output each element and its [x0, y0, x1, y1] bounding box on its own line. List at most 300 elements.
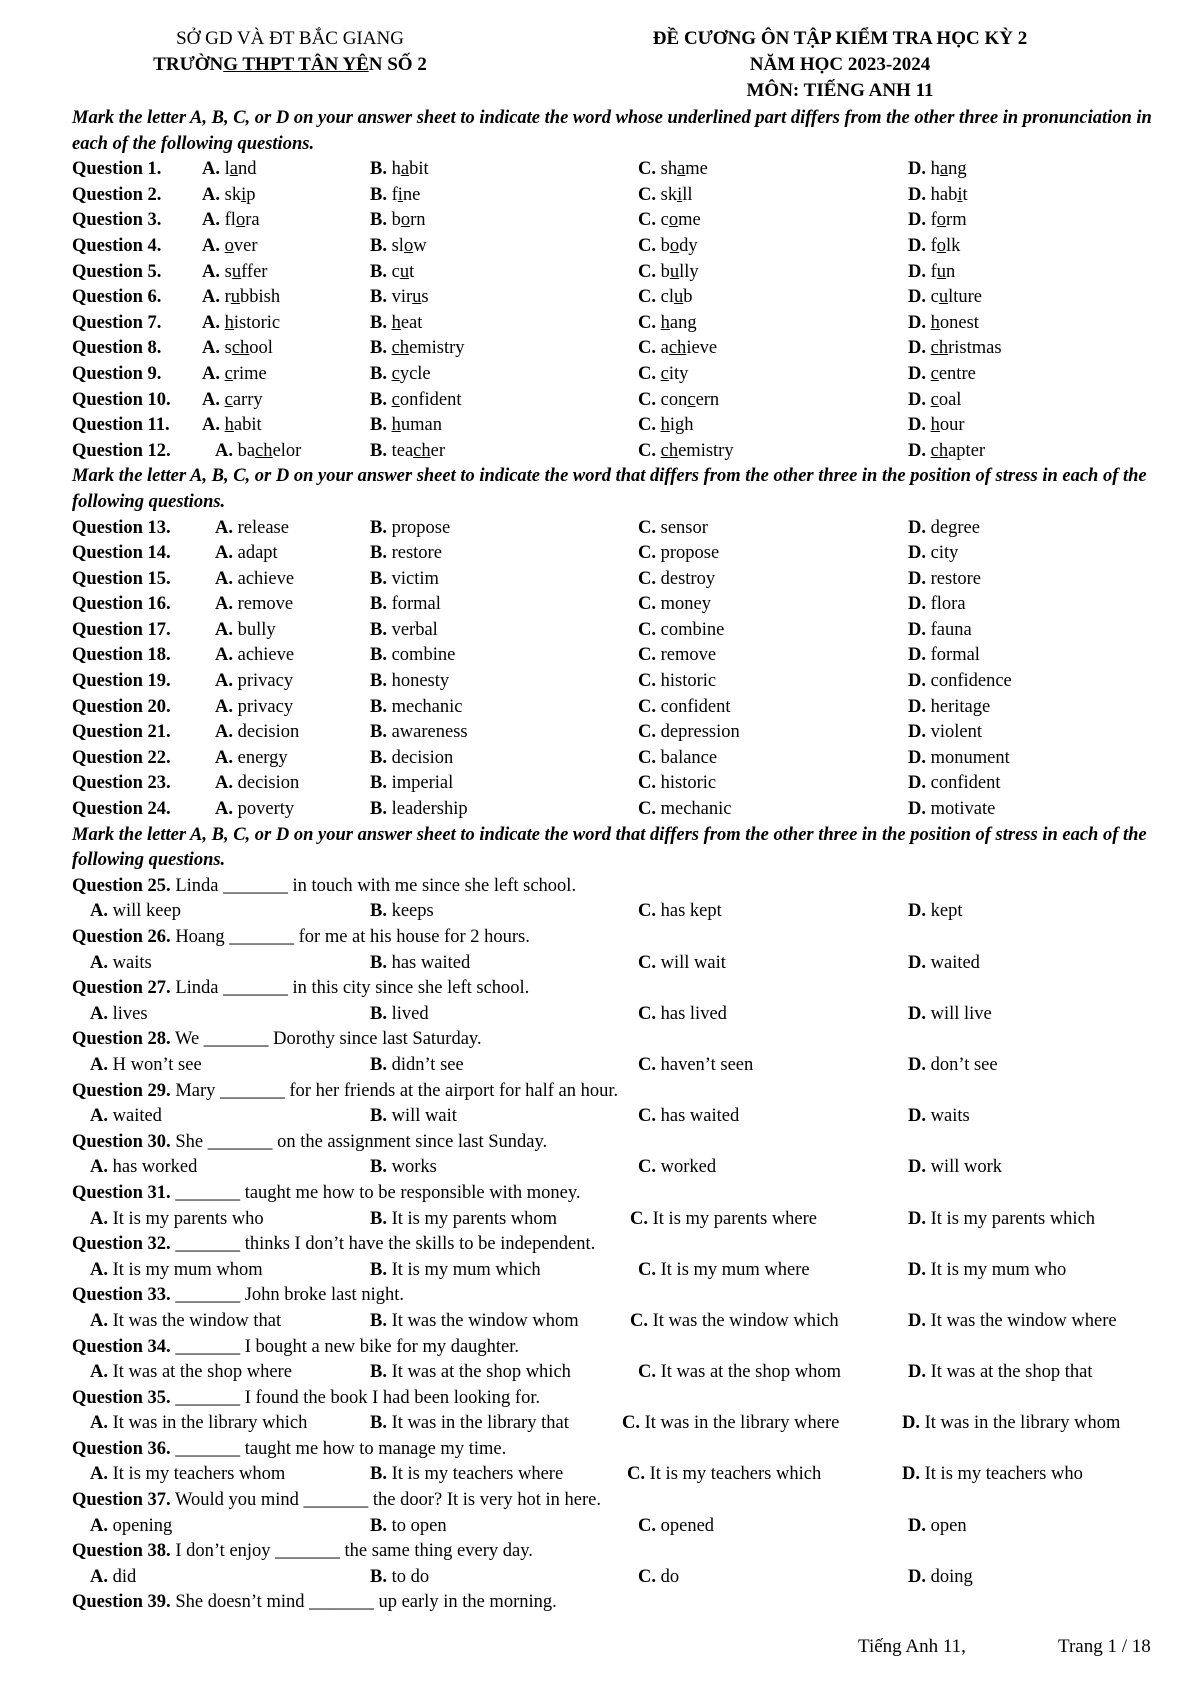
question-stem: Question 32. _______ thinks I don’t have the skills to be independent.	[72, 1234, 596, 1255]
option-d: D. coal	[908, 389, 962, 410]
section1-questions	[72, 157, 1182, 464]
option-d: D. hang	[908, 159, 967, 180]
option-letter: D.	[908, 1208, 931, 1229]
option-letter: C.	[622, 1413, 645, 1434]
question-stem: Question 33. _______ John broke last night.	[72, 1285, 404, 1306]
underlined-part: c	[224, 363, 233, 384]
question-row	[72, 720, 1182, 746]
option-c: C. concern	[638, 389, 720, 410]
option-letter: B.	[370, 389, 392, 410]
option-b: B. born	[370, 210, 426, 231]
option-c: C. It was in the library where	[622, 1413, 840, 1434]
school-name: TRƯỜNG THPT TÂN YÊN SỐ 2	[153, 54, 427, 75]
option-b: B. It was at the shop which	[370, 1362, 571, 1383]
option-a: A. flora	[202, 210, 260, 231]
question-label: Question 9.	[72, 363, 162, 384]
option-letter: D.	[908, 389, 931, 410]
option-a: A. rubbish	[202, 287, 281, 308]
option-c: C. It was at the shop whom	[638, 1362, 841, 1383]
option-letter: B.	[370, 1566, 392, 1587]
option-letter: A.	[90, 1413, 113, 1434]
option-d: D. motivate	[908, 799, 996, 820]
underlined-part: h	[930, 415, 940, 436]
question-label: Question 22.	[72, 747, 171, 768]
question-label: Question 10.	[72, 389, 171, 410]
option-d: D. doing	[908, 1566, 973, 1587]
option-a: A. did	[90, 1566, 137, 1587]
option-letter: A.	[90, 1003, 113, 1024]
question-label: Question 34.	[72, 1336, 171, 1357]
option-letter: A.	[90, 1464, 113, 1485]
option-b: B. human	[370, 415, 442, 436]
underlined-part: o	[936, 210, 947, 231]
underlined-part: h	[391, 415, 401, 436]
underlined-part: ch	[255, 440, 273, 461]
underlined-part: u	[938, 287, 949, 308]
option-c: C. has waited	[638, 1106, 740, 1127]
option-letter: B.	[370, 1259, 392, 1280]
question-row	[72, 157, 1182, 183]
option-d: D. restore	[908, 568, 981, 589]
question-row	[72, 183, 1182, 209]
option-a: A. adapt	[215, 543, 278, 564]
option-letter: C.	[638, 1054, 661, 1075]
option-letter: D.	[908, 1515, 931, 1536]
option-d: D. degree	[908, 517, 980, 538]
option-letter: C.	[638, 1515, 661, 1536]
option-b: B. chemistry	[370, 338, 465, 359]
option-c: C. combine	[638, 619, 725, 640]
option-letter: B.	[370, 312, 392, 333]
option-c: C. opened	[638, 1515, 715, 1536]
option-letter: C.	[638, 184, 661, 205]
underlined-part: u	[936, 261, 947, 282]
question-stem: Question 29. Mary _______ for her friends at the airport for half an hour.	[72, 1080, 619, 1101]
option-letter: B.	[370, 1413, 392, 1434]
question-label: Question 23.	[72, 773, 171, 794]
option-c: C. club	[638, 287, 693, 308]
option-d: D. form	[908, 210, 967, 231]
options-row	[72, 1411, 1182, 1437]
underlined-part: h	[224, 312, 234, 333]
option-letter: C.	[638, 440, 661, 461]
option-letter: A.	[215, 799, 238, 820]
question-label: Question 15.	[72, 568, 171, 589]
underlined-part: i	[957, 184, 963, 205]
option-letter: C.	[638, 415, 661, 436]
option-letter: A.	[202, 312, 225, 333]
underlined-part: i	[677, 184, 683, 205]
question-label: Question 2.	[72, 184, 162, 205]
option-d: D. It is my teachers who	[902, 1464, 1083, 1485]
option-a: A. school	[202, 338, 273, 359]
question-row	[72, 336, 1182, 362]
option-c: C. worked	[638, 1157, 717, 1178]
question-label: Question 12.	[72, 440, 171, 461]
option-letter: B.	[370, 722, 392, 743]
option-letter: B.	[370, 363, 392, 384]
option-letter: A.	[202, 210, 225, 231]
option-letter: A.	[202, 235, 225, 256]
option-letter: A.	[202, 287, 225, 308]
underlined-part: h	[660, 415, 670, 436]
option-d: D. waits	[908, 1106, 970, 1127]
option-letter: A.	[215, 594, 238, 615]
option-letter: B.	[370, 799, 392, 820]
option-letter: A.	[215, 440, 238, 461]
option-letter: B.	[370, 1054, 392, 1075]
option-letter: C.	[638, 594, 661, 615]
underlined-part: ch	[231, 338, 250, 359]
option-a: A. carry	[202, 389, 263, 410]
options-row	[72, 1207, 1182, 1233]
option-d: D. christmas	[908, 338, 1002, 359]
underlined-part: a	[229, 159, 238, 180]
option-letter: C.	[638, 799, 661, 820]
question-stem: Question 34. _______ I bought a new bike for my daughter.	[72, 1336, 520, 1357]
option-b: B. to open	[370, 1515, 447, 1536]
option-letter: D.	[908, 210, 931, 231]
underlined-part: u	[673, 287, 684, 308]
option-b: B. slow	[370, 235, 427, 256]
question-label: Question 27.	[72, 978, 171, 999]
option-letter: C.	[638, 287, 661, 308]
option-a: A. habit	[202, 415, 262, 436]
option-b: B. will wait	[370, 1106, 457, 1127]
question-label: Question 35.	[72, 1387, 171, 1408]
question-row	[72, 643, 1182, 669]
question-label: Question 14.	[72, 543, 171, 564]
option-a: A. has worked	[90, 1157, 198, 1178]
option-a: A. privacy	[215, 671, 294, 692]
question-stem: Question 35. _______ I found the book I had been looking for.	[72, 1387, 541, 1408]
question-label: Question 30.	[72, 1131, 171, 1152]
question-label: Question 24.	[72, 799, 171, 820]
option-letter: D.	[908, 1106, 931, 1127]
header-left	[100, 26, 480, 78]
options-row	[72, 899, 1182, 925]
department-name: SỞ GD VÀ ĐT BẮC GIANG	[176, 28, 404, 49]
option-d: D. It was the window where	[908, 1310, 1117, 1331]
option-letter: B.	[370, 594, 392, 615]
option-b: B. formal	[370, 594, 441, 615]
option-a: A. crime	[202, 363, 267, 384]
option-letter: B.	[370, 619, 392, 640]
option-b: B. awareness	[370, 722, 468, 743]
option-letter: B.	[370, 1362, 392, 1383]
option-d: D. chapter	[908, 440, 986, 461]
option-letter: C.	[638, 568, 661, 589]
footer-subject: Tiếng Anh 11,	[858, 1636, 966, 1657]
option-letter: A.	[202, 363, 225, 384]
question-row	[72, 797, 1182, 823]
option-letter: C.	[630, 1310, 653, 1331]
question-stem: Question 27. Linda _______ in this city since she left school.	[72, 978, 530, 999]
option-letter: C.	[638, 1362, 661, 1383]
underlined-part: u	[669, 261, 680, 282]
option-d: D. confidence	[908, 671, 1012, 692]
question-label: Question 39.	[72, 1592, 171, 1613]
option-c: C. high	[638, 415, 694, 436]
underlined-part: o	[235, 210, 246, 231]
option-a: A. H won’t see	[90, 1054, 202, 1075]
option-letter: D.	[908, 952, 931, 973]
option-d: D. hour	[908, 415, 965, 436]
option-a: A. over	[202, 235, 258, 256]
option-b: B. lived	[370, 1003, 429, 1024]
option-b: B. verbal	[370, 619, 438, 640]
question-label: Question 31.	[72, 1182, 171, 1203]
option-c: C. It is my parents where	[630, 1208, 818, 1229]
option-d: D. heritage	[908, 696, 991, 717]
option-a: A. It was in the library which	[90, 1413, 308, 1434]
option-letter: C.	[638, 747, 661, 768]
underlined-part: i	[241, 184, 247, 205]
option-a: A. release	[215, 517, 289, 538]
option-letter: C.	[638, 1259, 661, 1280]
option-letter: B.	[370, 440, 392, 461]
underlined-part: u	[230, 287, 241, 308]
option-d: D. don’t see	[908, 1054, 998, 1075]
question-label: Question 1.	[72, 159, 162, 180]
option-letter: C.	[638, 517, 661, 538]
option-b: B. mechanic	[370, 696, 463, 717]
question-row	[72, 746, 1182, 772]
underlined-part: c	[687, 389, 696, 410]
option-letter: C.	[638, 159, 661, 180]
question-row	[72, 771, 1182, 797]
option-letter: C.	[638, 773, 661, 794]
question-label: Question 7.	[72, 312, 162, 333]
option-b: B. It is my parents whom	[370, 1208, 558, 1229]
option-d: D. It was at the shop that	[908, 1362, 1093, 1383]
question-label: Question 17.	[72, 619, 171, 640]
options-row	[72, 1565, 1182, 1591]
option-b: B. virus	[370, 287, 429, 308]
option-d: D. honest	[908, 312, 979, 333]
option-letter: A.	[90, 1566, 113, 1587]
option-a: A. bachelor	[215, 440, 302, 461]
option-letter: B.	[370, 696, 392, 717]
option-letter: C.	[638, 901, 661, 922]
option-letter: B.	[370, 1106, 392, 1127]
option-letter: D.	[908, 671, 931, 692]
underlined-part: o	[936, 235, 947, 256]
option-a: A. lives	[90, 1003, 148, 1024]
footer-page-number: Trang 1 / 18	[1058, 1636, 1151, 1657]
underlined-part: ch	[668, 338, 687, 359]
option-d: D. violent	[908, 722, 983, 743]
section3-questions	[72, 874, 1182, 1616]
options-row	[72, 1360, 1182, 1386]
question-label: Question 5.	[72, 261, 162, 282]
option-d: D. monument	[908, 747, 1010, 768]
question-row	[72, 695, 1182, 721]
underlined-part: ch	[930, 338, 949, 359]
subject-title: MÔN: TIẾNG ANH 11	[746, 80, 934, 101]
option-letter: A.	[215, 671, 238, 692]
option-letter: D.	[908, 159, 931, 180]
option-c: C. It is my teachers which	[627, 1464, 822, 1485]
option-a: A. It is my teachers whom	[90, 1464, 286, 1485]
underlined-part: u	[231, 261, 242, 282]
question-stem: Question 31. _______ taught me how to be responsible with money.	[72, 1182, 581, 1203]
option-letter: D.	[902, 1413, 925, 1434]
underlined-part: ch	[660, 440, 679, 461]
option-letter: D.	[908, 1259, 931, 1280]
option-c: C. skill	[638, 184, 693, 205]
option-letter: D.	[908, 696, 931, 717]
option-letter: D.	[908, 901, 931, 922]
option-letter: A.	[90, 952, 113, 973]
option-a: A. land	[202, 159, 257, 180]
option-letter: A.	[90, 1310, 113, 1331]
option-letter: D.	[908, 1003, 931, 1024]
underlined-part: c	[660, 363, 669, 384]
option-d: D. It is my mum who	[908, 1259, 1067, 1280]
option-b: B. combine	[370, 645, 456, 666]
question-label: Question 19.	[72, 671, 171, 692]
option-letter: B.	[370, 747, 392, 768]
option-b: B. honesty	[370, 671, 450, 692]
question-label: Question 18.	[72, 645, 171, 666]
section3-instruction: Mark the letter A, B, C, or D on your answer sheet to indicate the word that differs from the other three in the position of stress in each of the following questions.	[72, 824, 1147, 871]
underlined-part: a	[939, 159, 949, 180]
option-letter: D.	[908, 645, 931, 666]
option-letter: A.	[202, 184, 225, 205]
option-c: C. remove	[638, 645, 717, 666]
option-letter: D.	[908, 287, 931, 308]
option-letter: D.	[908, 338, 931, 359]
option-letter: C.	[638, 696, 661, 717]
option-b: B. works	[370, 1157, 437, 1178]
option-a: A. skip	[202, 184, 256, 205]
option-letter: A.	[215, 773, 238, 794]
option-c: C. destroy	[638, 568, 716, 589]
option-letter: B.	[370, 645, 392, 666]
option-letter: A.	[90, 1515, 113, 1536]
option-letter: B.	[370, 1310, 392, 1331]
option-b: B. heat	[370, 312, 423, 333]
option-b: B. It is my teachers where	[370, 1464, 564, 1485]
question-stem: Question 28. We _______ Dorothy since last Saturday.	[72, 1029, 482, 1050]
option-letter: D.	[908, 568, 931, 589]
option-a: A. historic	[202, 312, 281, 333]
option-b: B. keeps	[370, 901, 434, 922]
option-letter: D.	[908, 235, 931, 256]
option-c: C. money	[638, 594, 711, 615]
option-a: A. decision	[215, 722, 300, 743]
option-letter: D.	[908, 1566, 931, 1587]
option-letter: C.	[638, 312, 661, 333]
option-letter: C.	[630, 1208, 653, 1229]
option-letter: B.	[370, 568, 392, 589]
options-row	[72, 951, 1182, 977]
option-letter: B.	[370, 210, 392, 231]
option-c: C. come	[638, 210, 701, 231]
option-a: A. waited	[90, 1106, 162, 1127]
option-letter: D.	[902, 1464, 925, 1485]
underlined-part: a	[400, 159, 410, 180]
question-row	[72, 234, 1182, 260]
option-letter: D.	[908, 312, 931, 333]
underlined-part: ch	[930, 440, 949, 461]
option-d: D. fun	[908, 261, 956, 282]
option-b: B. fine	[370, 184, 421, 205]
option-d: D. folk	[908, 235, 961, 256]
option-letter: C.	[638, 1106, 661, 1127]
option-d: D. will live	[908, 1003, 992, 1024]
question-row	[72, 388, 1182, 414]
option-letter: D.	[908, 517, 931, 538]
question-label: Question 4.	[72, 235, 162, 256]
option-c: C. do	[638, 1566, 680, 1587]
option-letter: C.	[638, 210, 661, 231]
option-a: A. bully	[215, 619, 276, 640]
underlined-part: o	[224, 235, 234, 256]
option-a: A. remove	[215, 594, 294, 615]
option-letter: C.	[638, 722, 661, 743]
option-b: B. It is my mum which	[370, 1259, 541, 1280]
question-row	[72, 618, 1182, 644]
question-label: Question 25.	[72, 875, 171, 896]
question-label: Question 33.	[72, 1285, 171, 1306]
option-c: C. haven’t seen	[638, 1054, 754, 1075]
option-letter: D.	[908, 1362, 931, 1383]
question-label: Question 11.	[72, 415, 170, 436]
option-letter: B.	[370, 261, 392, 282]
option-b: B. cycle	[370, 363, 431, 384]
option-c: C. has lived	[638, 1003, 727, 1024]
underlined-part: c	[930, 389, 939, 410]
underlined-part: o	[400, 210, 411, 231]
option-letter: C.	[638, 1157, 661, 1178]
option-a: A. poverty	[215, 799, 295, 820]
option-letter: D.	[908, 543, 931, 564]
option-d: D. It was in the library whom	[902, 1413, 1121, 1434]
question-row	[72, 567, 1182, 593]
option-letter: A.	[215, 568, 238, 589]
question-label: Question 37.	[72, 1490, 171, 1511]
option-letter: C.	[638, 671, 661, 692]
option-letter: C.	[638, 645, 661, 666]
option-d: D. open	[908, 1515, 967, 1536]
option-letter: A.	[90, 1106, 113, 1127]
option-letter: A.	[90, 1208, 113, 1229]
option-letter: D.	[908, 261, 931, 282]
option-a: A. It was at the shop where	[90, 1362, 292, 1383]
option-letter: D.	[908, 440, 931, 461]
option-c: C. body	[638, 235, 698, 256]
option-letter: C.	[638, 363, 661, 384]
option-b: B. confident	[370, 389, 462, 410]
option-letter: A.	[90, 1157, 113, 1178]
section2-questions	[72, 516, 1182, 823]
option-letter: C.	[638, 1566, 661, 1587]
option-a: A. privacy	[215, 696, 294, 717]
option-letter: A.	[215, 747, 238, 768]
option-letter: B.	[370, 952, 392, 973]
option-d: D. kept	[908, 901, 963, 922]
option-letter: D.	[908, 799, 931, 820]
question-label: Question 36.	[72, 1438, 171, 1459]
question-label: Question 6.	[72, 287, 162, 308]
option-a: A. It is my mum whom	[90, 1259, 263, 1280]
option-a: A. waits	[90, 952, 152, 973]
question-label: Question 29.	[72, 1080, 171, 1101]
option-c: C. confident	[638, 696, 731, 717]
option-letter: A.	[202, 159, 225, 180]
